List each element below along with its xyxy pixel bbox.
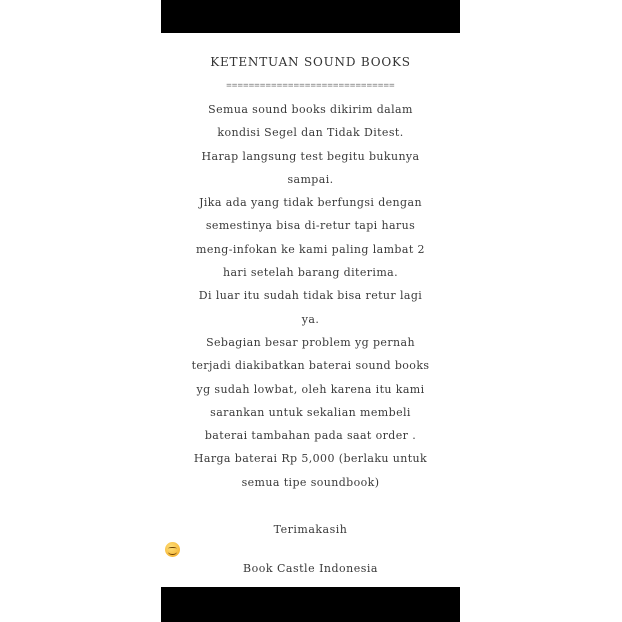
body-line: semestinya bisa di-retur tapi harus — [205, 219, 416, 233]
body-line: Jika ada yang tidak berfungsi dengan — [199, 196, 422, 210]
smiley-face-icon — [165, 542, 180, 557]
body-line: Harap langsung test begitu bukunya — [201, 149, 420, 163]
body-line: meng-infokan ke kami paling lambat 2 — [196, 242, 425, 256]
thanks-text: Terimakasih — [273, 523, 348, 537]
document-body — [161, 98, 460, 494]
body-line: Sebagian besar problem yg pernah — [206, 335, 415, 349]
body-line: kondisi Segel dan Tidak Ditest. — [217, 126, 404, 140]
body-line: Harga baterai Rp 5,000 (berlaku untuk — [193, 452, 428, 466]
closing-block — [161, 518, 460, 581]
body-line: hari setelah barang diterima. — [222, 266, 399, 280]
body-line: sarankan untuk sekalian membeli — [210, 405, 411, 419]
body-line: ya. — [301, 312, 320, 326]
body-line: terjadi diakibatkan baterai sound books — [191, 359, 430, 373]
body-line: sampai. — [287, 172, 334, 186]
body-line: baterai tambahan pada saat order . — [204, 429, 417, 443]
body-line: yg sudah lowbat, oleh karena itu kami — [196, 382, 425, 396]
bottom-black-bar — [161, 587, 460, 622]
body-line: Semua sound books dikirim dalam — [208, 103, 413, 116]
signature-text: Book Castle Indonesia — [243, 562, 378, 576]
phone-screen — [161, 0, 460, 622]
document-title: KETENTUAN SOUND BOOKS — [210, 55, 411, 69]
body-line: Di luar itu sudah tidak bisa retur lagi — [198, 289, 423, 303]
body-line: semua tipe soundbook) — [241, 475, 380, 489]
document-content — [161, 50, 460, 581]
title-divider: ============================== — [226, 81, 395, 91]
thanks-line — [161, 518, 460, 557]
top-black-bar — [161, 0, 460, 33]
